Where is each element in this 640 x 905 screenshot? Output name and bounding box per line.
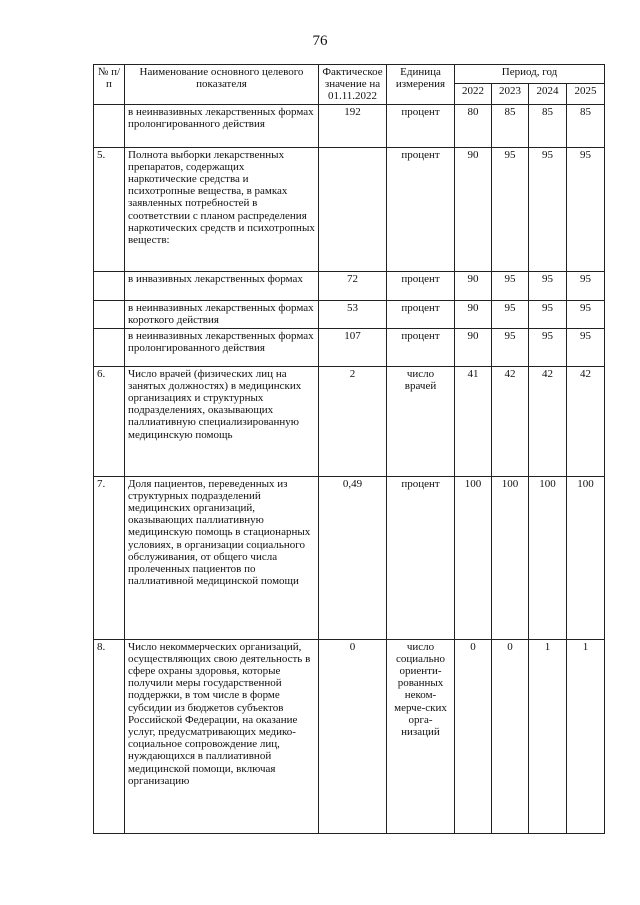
table-row (94, 271, 605, 300)
year-value: 90 (455, 328, 492, 366)
indicator-name: в неинвазивных лекарственных формах короткого действия (125, 300, 319, 328)
header-name: Наименование основного целевого показателя (125, 65, 319, 105)
year-value: 0 (455, 639, 492, 833)
year-value: 95 (492, 147, 529, 271)
page-number: 76 (312, 33, 328, 49)
year-value: 85 (529, 104, 567, 147)
year-value: 95 (492, 271, 529, 300)
year-value: 90 (455, 271, 492, 300)
actual-value: 72 (319, 271, 387, 300)
actual-value: 2 (319, 366, 387, 476)
row-number (94, 328, 125, 366)
header-num: № п/п (94, 65, 125, 105)
year-value: 85 (492, 104, 529, 147)
header-year: 2025 (567, 83, 605, 104)
unit-of-measure: число социально ориенти-рованных неком-мерче-ских орга-низаций (387, 639, 455, 833)
table-row (94, 328, 605, 366)
indicator-name: Полнота выборки лекарственных препаратов, содержащих наркотические средства и психотропные вещества, в рамках заявленных потребностей в соответствии с планом распределения наркотических средств и психотропных веществ: (125, 147, 319, 271)
year-value: 1 (529, 639, 567, 833)
indicator-name: в неинвазивных лекарственных формах пролонгированного действия (125, 104, 319, 147)
actual-value: 107 (319, 328, 387, 366)
year-value: 0 (492, 639, 529, 833)
header-actual: Фактическое значение на 01.11.2022 (319, 65, 387, 105)
row-number: 5. (94, 147, 125, 271)
actual-value: 0,49 (319, 476, 387, 639)
year-value: 41 (455, 366, 492, 476)
header-unit: Единица измерения (387, 65, 455, 105)
year-value: 90 (455, 300, 492, 328)
header-period: Период, год (455, 65, 605, 84)
row-number: 8. (94, 639, 125, 833)
row-number: 6. (94, 366, 125, 476)
year-value: 95 (529, 271, 567, 300)
year-value: 100 (567, 476, 605, 639)
year-value: 95 (567, 300, 605, 328)
unit-of-measure: процент (387, 300, 455, 328)
year-value: 100 (455, 476, 492, 639)
table-row (94, 147, 605, 271)
year-value: 42 (492, 366, 529, 476)
unit-of-measure: процент (387, 328, 455, 366)
year-value: 42 (529, 366, 567, 476)
actual-value (319, 147, 387, 271)
indicator-name: в неинвазивных лекарственных формах пролонгированного действия (125, 328, 319, 366)
year-value: 95 (567, 271, 605, 300)
year-value: 42 (567, 366, 605, 476)
header-year: 2024 (529, 83, 567, 104)
header-year: 2023 (492, 83, 529, 104)
actual-value: 192 (319, 104, 387, 147)
year-value: 95 (567, 147, 605, 271)
unit-of-measure: процент (387, 271, 455, 300)
table-row (94, 476, 605, 639)
year-value: 95 (529, 328, 567, 366)
year-value: 100 (492, 476, 529, 639)
row-number (94, 104, 125, 147)
actual-value: 53 (319, 300, 387, 328)
indicator-name: Число некоммерческих организаций, осуществляющих свою деятельность в сфере охраны здоровья, которые получили меры государственной поддержки, в том числе в форме субсидии из бюджетов субъектов Российской Федерации, на оказание услуг, предусматривающих медико-социальное сопровождение лиц, нуждающихся в паллиативной медицинской помощи, включая организацию (125, 639, 319, 833)
year-value: 95 (529, 300, 567, 328)
unit-of-measure: число врачей (387, 366, 455, 476)
year-value: 80 (455, 104, 492, 147)
table-row (94, 104, 605, 147)
actual-value: 0 (319, 639, 387, 833)
unit-of-measure: процент (387, 104, 455, 147)
indicators-table (93, 64, 605, 834)
year-value: 100 (529, 476, 567, 639)
year-value: 85 (567, 104, 605, 147)
row-number (94, 271, 125, 300)
indicator-name: Число врачей (физических лиц на занятых должностях) в медицинских организациях и структурных подразделениях, оказывающих паллиативную специализированную медицинскую помощь (125, 366, 319, 476)
table-row (94, 639, 605, 833)
unit-of-measure: процент (387, 147, 455, 271)
year-value: 95 (492, 300, 529, 328)
table-row (94, 300, 605, 328)
year-value: 90 (455, 147, 492, 271)
year-value: 95 (567, 328, 605, 366)
year-value: 95 (529, 147, 567, 271)
table-row (94, 366, 605, 476)
row-number (94, 300, 125, 328)
year-value: 1 (567, 639, 605, 833)
year-value: 95 (492, 328, 529, 366)
indicator-name: Доля пациентов, переведенных из структурных подразделений медицинских организаций, оказывающих паллиативную медицинскую помощь в стационарных условиях, в организации социального обслуживания, от общего числа пролеченных пациентов по паллиативной медицинской помощи (125, 476, 319, 639)
header-year: 2022 (455, 83, 492, 104)
row-number: 7. (94, 476, 125, 639)
unit-of-measure: процент (387, 476, 455, 639)
indicator-name: в инвазивных лекарственных формах (125, 271, 319, 300)
